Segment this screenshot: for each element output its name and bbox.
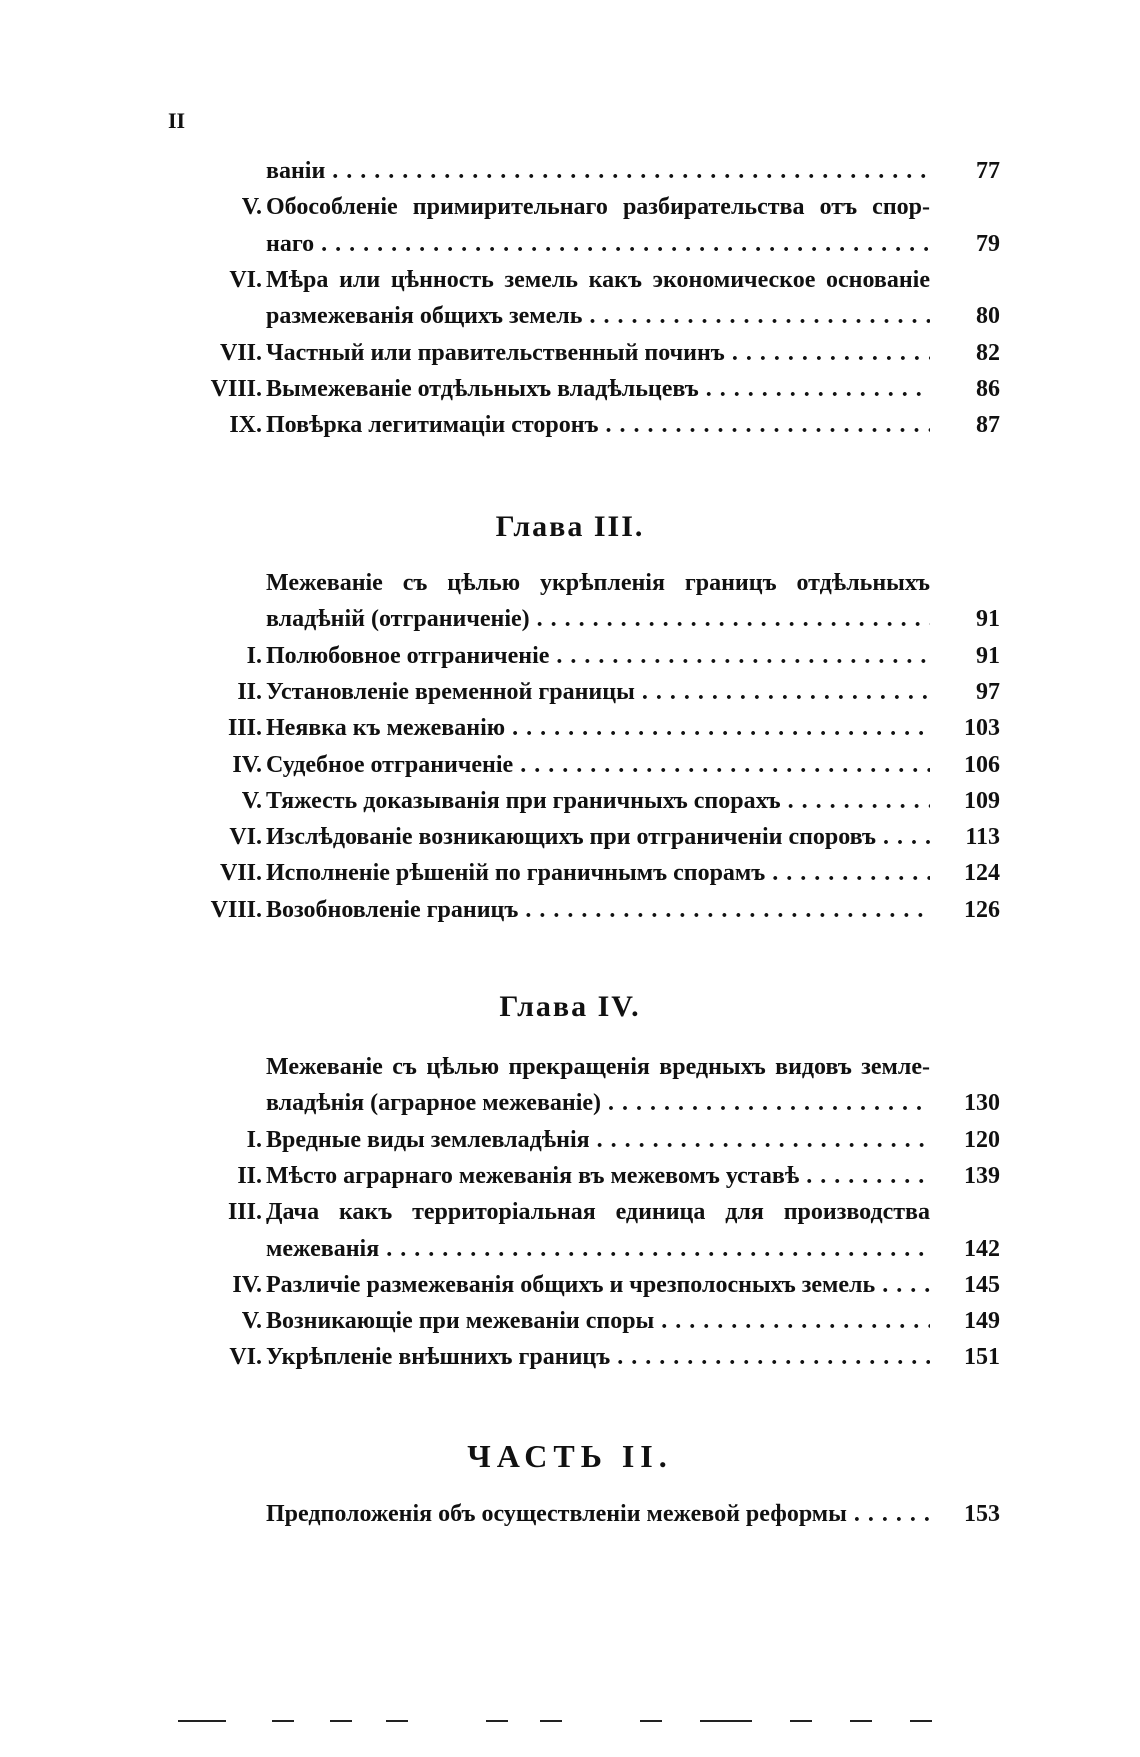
toc-entry-number: V. xyxy=(241,1308,262,1335)
toc-entry-title: Установленіе временной границы . . . xyxy=(266,679,930,706)
toc-entry-title: Мѣра или цѣнность земель какъ экономическое основаніе xyxy=(266,266,930,293)
toc-entry-number: I. xyxy=(246,1126,262,1153)
toc-entry-page: 153 xyxy=(964,1501,1000,1527)
bottom-rule xyxy=(386,1720,408,1722)
toc-entry-page: 77 xyxy=(976,158,1000,184)
chapter-3-title: Глава III. xyxy=(495,510,645,543)
toc-entry-page: 124 xyxy=(964,860,1000,887)
toc-entry-page: 126 xyxy=(964,896,1000,923)
toc-entry-page: 109 xyxy=(964,787,1000,814)
toc-entry-title: Межеваніе съ цѣлью прекращенія вредныхъ видовъ земле- xyxy=(266,1054,930,1080)
toc-entry-page: 80 xyxy=(976,303,1000,330)
toc-entry-number: VII. xyxy=(219,339,262,366)
toc-entry-page: 142 xyxy=(964,1235,1000,1262)
toc-entry-page: 139 xyxy=(964,1162,1000,1189)
toc-entry-title: Вредные виды землевладѣнія . . . xyxy=(266,1127,930,1154)
toc-entry-title: Возобновленіе границъ . . . xyxy=(266,897,930,924)
toc-entry-title: Мѣсто аграрнаго межеванія въ межевомъ уставѣ . . . xyxy=(266,1163,930,1190)
toc-entry-title: размежеванія общихъ земель . . . xyxy=(266,303,930,330)
toc-entry-number: VII. xyxy=(219,860,262,887)
toc-entry-page: 87 xyxy=(976,412,1000,439)
toc-entry-page: 120 xyxy=(964,1126,1000,1153)
toc-entry-title: ваніи . . . xyxy=(266,158,930,185)
bottom-rule xyxy=(910,1720,932,1722)
toc-entry-number: I. xyxy=(246,642,262,669)
toc-entry-page: 151 xyxy=(964,1344,1000,1371)
bottom-rule xyxy=(790,1720,812,1722)
toc-entry-title: Предположенія объ осуществленіи межевой реформы . . . xyxy=(266,1501,930,1528)
bottom-rule xyxy=(330,1720,352,1722)
toc-entry-number: IX. xyxy=(229,412,262,439)
toc-entry-title: Укрѣпленіе внѣшнихъ границъ . . . xyxy=(266,1344,930,1371)
toc-entry-number: IV. xyxy=(232,1271,262,1298)
bottom-rule xyxy=(486,1720,508,1722)
toc-entry-title: Вымежеваніе отдѣльныхъ владѣльцевъ . . . xyxy=(266,376,930,403)
toc-entry-title: Повѣрка легитимаціи сторонъ . . . xyxy=(266,412,930,439)
toc-entry-title: владѣній (отграниченіе) . . . xyxy=(266,606,930,633)
toc-entry-page: 145 xyxy=(964,1271,1000,1298)
part-2-title: ЧАСТЬ II. xyxy=(467,1438,673,1474)
bottom-rule xyxy=(850,1720,872,1722)
toc-entry-title: Изслѣдованіе возникающихъ при отграниченіи споровъ . . . xyxy=(266,824,930,851)
toc-entry-title: межеванія . . . xyxy=(266,1236,930,1263)
toc-entry-number: III. xyxy=(227,715,262,742)
toc-entry-title: Неявка къ межеванію . . . xyxy=(266,715,930,742)
chapter-4-title: Глава IV. xyxy=(499,990,641,1023)
toc-entry-title: Частный или правительственный починъ . . . xyxy=(266,340,930,367)
toc-entry-page: 91 xyxy=(976,642,1000,669)
toc-entry-title: наго . . . xyxy=(266,231,930,258)
toc-entry-page: 113 xyxy=(965,824,1000,851)
bottom-rule xyxy=(540,1720,562,1722)
toc-entry-page: 79 xyxy=(976,230,1000,257)
page-number: II xyxy=(168,108,186,133)
toc-entry-title: Тяжесть доказыванія при граничныхъ спорахъ . . . xyxy=(266,788,930,815)
toc-entry-title: Полюбовное отграниченіе . . . xyxy=(266,643,930,670)
toc-entry-number: VIII. xyxy=(210,375,262,402)
toc-entry-number: VI. xyxy=(229,1344,262,1371)
bottom-rule xyxy=(700,1720,752,1722)
toc-entry-page: 82 xyxy=(976,339,1000,366)
toc-entry-title: Дача какъ территоріальная единица для производства xyxy=(266,1199,930,1226)
toc-entry-number: III. xyxy=(227,1199,262,1226)
toc-entry-number: VI. xyxy=(229,824,262,851)
toc-entry-number: IV. xyxy=(232,751,262,778)
toc-entry-number: VIII. xyxy=(210,896,262,923)
toc-entry-number: V. xyxy=(241,787,262,814)
toc-entry-page: 86 xyxy=(976,375,1000,402)
toc-entry-number: II. xyxy=(237,678,262,705)
bottom-rule xyxy=(178,1720,226,1722)
toc-entry-number: II. xyxy=(237,1162,262,1189)
toc-entry-title: Возникающіе при межеваніи споры . . . xyxy=(266,1308,930,1335)
bottom-rule xyxy=(640,1720,662,1722)
toc-entry-title: владѣнія (аграрное межеваніе) . . . xyxy=(266,1090,930,1117)
toc-entry-title: Судебное отграниченіе . . . xyxy=(266,752,930,779)
toc-entry-title: Межеваніе съ цѣлью укрѣпленія границъ отдѣльныхъ xyxy=(266,570,930,596)
toc-entry-title: Исполненіе рѣшеній по граничнымъ спорамъ . . . xyxy=(266,860,930,887)
toc-entry-number: VI. xyxy=(229,266,262,293)
toc-entry-page: 97 xyxy=(976,678,1000,705)
toc-entry-title: Различіе размежеванія общихъ и чрезполосныхъ земель . . . xyxy=(266,1272,930,1299)
toc-entry-page: 149 xyxy=(964,1308,1000,1335)
toc-entry-page: 103 xyxy=(964,715,1000,742)
bottom-rule xyxy=(272,1720,294,1722)
toc-entry-title: Обособленіе примирительнаго разбирательства отъ спор- xyxy=(266,194,930,221)
toc-entry-page: 106 xyxy=(964,751,1000,778)
toc-entry-page: 91 xyxy=(976,606,1000,633)
toc-entry-page: 130 xyxy=(964,1090,1000,1117)
toc-entry-number: V. xyxy=(241,194,262,221)
